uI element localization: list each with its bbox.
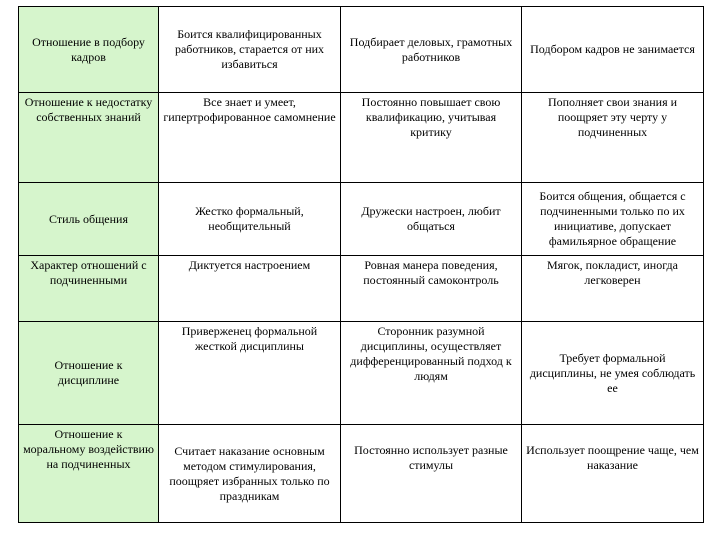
table-cell: Подбирает деловых, грамотных работников [341, 7, 522, 93]
row-header: Отношение в подбору кадров [19, 7, 159, 93]
table-cell: Считает наказание основным методом стимулирования, поощряет избранных только по праздникам [159, 425, 341, 523]
table-cell: Все знает и умеет, гипертрофированное самомнение [159, 93, 341, 183]
table-cell: Боится квалифицированных работников, старается от них избавиться [159, 7, 341, 93]
table-cell: Ровная манера поведения, постоянный самоконтроль [341, 256, 522, 322]
table-cell: Дружески настроен, любит общаться [341, 183, 522, 256]
table-cell: Подбором кадров не занимается [522, 7, 704, 93]
table-row [19, 93, 704, 183]
table-row [19, 7, 704, 93]
table-cell: Требует формальной дисциплины, не умея соблюдать ее [522, 322, 704, 425]
table-cell: Постоянно использует разные стимулы [341, 425, 522, 523]
table-cell: Жестко формальный, необщительный [159, 183, 341, 256]
table-cell: Приверженец формальной жесткой дисциплины [159, 322, 341, 425]
table-cell: Мягок, покладист, иногда легковерен [522, 256, 704, 322]
table-cell: Использует поощрение чаще, чем наказание [522, 425, 704, 523]
row-header: Отношение к дисциплине [19, 322, 159, 425]
table-cell: Диктуется настроением [159, 256, 341, 322]
row-header: Отношение к недостатку собственных знаний [19, 93, 159, 183]
leadership-styles-table [18, 6, 704, 523]
table-row [19, 183, 704, 256]
row-header: Характер отношений с подчиненными [19, 256, 159, 322]
table-cell: Постоянно повышает свою квалификацию, учитывая критику [341, 93, 522, 183]
row-header: Отношение к моральному воздействию на подчиненных [19, 425, 159, 523]
table-cell: Боится общения, общается с подчиненными только по их инициативе, допускает фамильярное обращение [522, 183, 704, 256]
table-cell: Сторонник разумной дисциплины, осуществляет дифференцированный подход к людям [341, 322, 522, 425]
table-cell: Пополняет свои знания и поощряет эту черту у подчиненных [522, 93, 704, 183]
row-header: Стиль общения [19, 183, 159, 256]
table-row [19, 322, 704, 425]
table-row [19, 256, 704, 322]
table-row [19, 425, 704, 523]
